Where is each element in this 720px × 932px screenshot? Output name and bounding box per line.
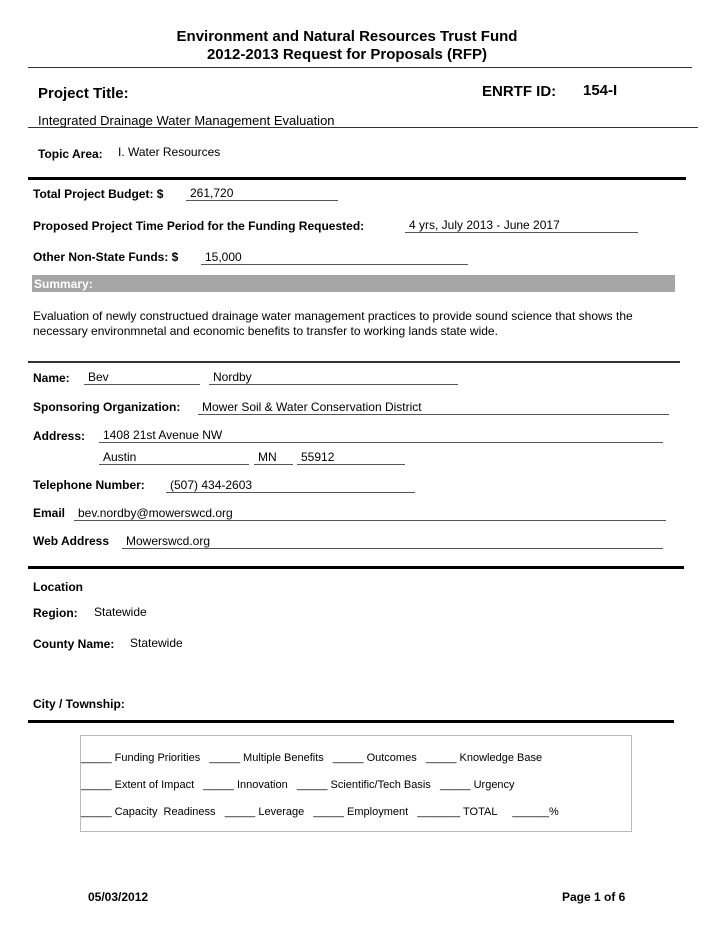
summary-label: Summary: — [34, 277, 93, 291]
document-title: Environment and Natural Resources Trust Fund — [176, 28, 518, 45]
enrtf-id-label: ENRTF ID: — [482, 83, 557, 100]
address-label: Address: — [33, 429, 86, 443]
email-label: Email — [33, 506, 66, 520]
scoring-row-3: _____ Capacity Readiness _____ Leverage _____ Employment _______ TOTAL ______% — [81, 806, 559, 818]
topic-area-value: I. Water Resources — [118, 145, 221, 159]
street-value: 1408 21st Avenue NW — [99, 428, 663, 443]
footer-page-number: Page 1 of 6 — [562, 890, 626, 904]
last-name-value: Nordby — [209, 370, 458, 385]
other-funds-value: 15,000 — [201, 250, 468, 265]
state-value: MN — [254, 450, 293, 465]
email-value: bev.nordby@mowerswcd.org — [74, 506, 666, 521]
summary-header-bar — [32, 275, 675, 292]
budget-value: 261,720 — [186, 186, 338, 201]
enrtf-id-value: 154-I — [583, 82, 618, 99]
telephone-value: (507) 434-2603 — [166, 478, 415, 493]
sponsoring-org-value: Mower Soil & Water Conservation District — [198, 400, 669, 415]
scoring-row-1: _____ Funding Priorities _____ Multiple Benefits _____ Outcomes _____ Knowledge Base — [81, 752, 543, 764]
scoring-row-2: _____ Extent of Impact _____ Innovation _____ Scientific/Tech Basis _____ Urgency — [81, 779, 515, 791]
sponsoring-org-label: Sponsoring Organization: — [33, 400, 181, 414]
web-address-value: Mowerswcd.org — [122, 534, 663, 549]
budget-label: Total Project Budget: $ — [33, 187, 164, 201]
telephone-label: Telephone Number: — [33, 478, 145, 492]
scoring-box — [80, 735, 632, 832]
city-value: Austin — [99, 450, 249, 465]
region-label: Region: — [33, 606, 78, 620]
time-period-value: 4 yrs, July 2013 - June 2017 — [405, 218, 638, 233]
county-name-value: Statewide — [130, 636, 183, 650]
summary-text: Evaluation of newly constructued drainage water management practices to provide sound science that shows the necessary environmnetal and economic benefits to transfer to working lands state wide. — [33, 309, 633, 338]
topic-area-label: Topic Area: — [38, 147, 103, 161]
time-period-label: Proposed Project Time Period for the Funding Requested: — [33, 219, 365, 233]
document-subtitle: 2012-2013 Request for Proposals (RFP) — [206, 46, 488, 63]
title-divider — [28, 127, 698, 128]
section-divider-4 — [28, 720, 674, 723]
zip-value: 55912 — [297, 450, 405, 465]
footer-date: 05/03/2012 — [88, 890, 149, 904]
first-name-value: Bev — [84, 370, 200, 385]
location-heading: Location — [33, 580, 83, 594]
county-name-label: County Name: — [33, 637, 115, 651]
header-divider — [28, 67, 692, 68]
project-title-label: Project Title: — [38, 85, 129, 102]
section-divider-1 — [28, 177, 686, 180]
project-title-value: Integrated Drainage Water Management Evaluation — [38, 113, 335, 128]
section-divider-2 — [28, 361, 680, 363]
region-value: Statewide — [94, 605, 147, 619]
section-divider-3 — [28, 566, 684, 569]
city-township-label: City / Township: — [33, 697, 125, 711]
other-funds-label: Other Non-State Funds: $ — [33, 250, 179, 264]
name-label: Name: — [33, 371, 70, 385]
web-address-label: Web Address — [33, 534, 110, 548]
